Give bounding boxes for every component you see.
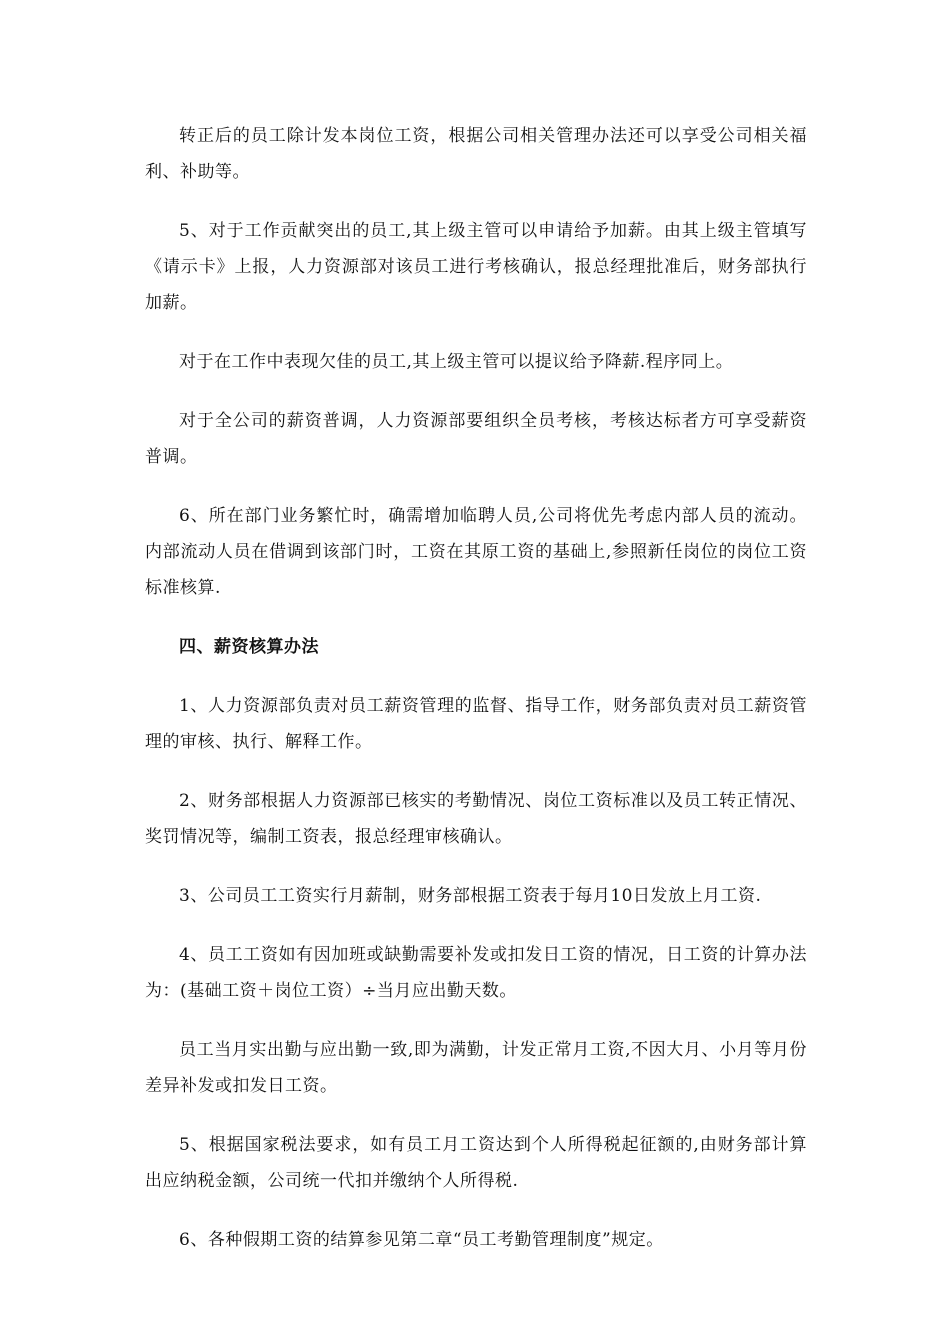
paragraph-full-attendance: 员工当月实出勤与应出勤一致,即为满勤，计发正常月工资,不因大月、小月等月份差异补发或扣发日工资。 bbox=[145, 1040, 807, 1096]
document-body bbox=[145, 118, 807, 1281]
paragraph-internal-transfer: 6、所在部门业务繁忙时，确需增加临聘人员,公司将优先考虑内部人员的流动。内部流动人员在借调到该部门时，工资在其原工资的基础上,参照新任岗位的岗位工资标准核算. bbox=[145, 506, 807, 598]
paragraph-daily-wage-formula: 4、员工工资如有因加班或缺勤需要补发或扣发日工资的情况，日工资的计算办法为：(基础工资＋岗位工资）÷当月应出勤天数。 bbox=[145, 945, 807, 1001]
paragraph-salary-raise: 5、对于工作贡献突出的员工,其上级主管可以申请给予加薪。由其上级主管填写《请示卡》上报，人力资源部对该员工进行考核确认，报总经理批准后，财务部执行加薪。 bbox=[145, 221, 807, 313]
paragraph-payroll-preparation: 2、财务部根据人力资源部已核实的考勤情况、岗位工资标准以及员工转正情况、奖罚情况等，编制工资表，报总经理审核确认。 bbox=[145, 791, 807, 847]
paragraph-responsibility: 1、人力资源部负责对员工薪资管理的监督、指导工作，财务部负责对员工薪资管理的审核、执行、解释工作。 bbox=[145, 696, 807, 752]
paragraph-salary-reduction: 对于在工作中表现欠佳的员工,其上级主管可以提议给予降薪.程序同上。 bbox=[179, 352, 734, 372]
paragraph-benefits-after-probation: 转正后的员工除计发本岗位工资，根据公司相关管理办法还可以享受公司相关福利、补助等。 bbox=[145, 126, 807, 182]
paragraph-income-tax: 5、根据国家税法要求，如有员工月工资达到个人所得税起征额的,由财务部计算出应纳税金额，公司统一代扣并缴纳个人所得税. bbox=[145, 1135, 807, 1191]
section-heading-salary-calculation: 四、薪资核算办法 bbox=[179, 637, 319, 657]
paragraph-monthly-salary: 3、公司员工工资实行月薪制，财务部根据工资表于每月10日发放上月工资. bbox=[179, 886, 762, 906]
paragraph-leave-wages: 6、各种假期工资的结算参见第二章“员工考勤管理制度”规定。 bbox=[179, 1230, 664, 1250]
paragraph-general-adjustment: 对于全公司的薪资普调，人力资源部要组织全员考核，考核达标者方可享受薪资普调。 bbox=[145, 411, 807, 467]
